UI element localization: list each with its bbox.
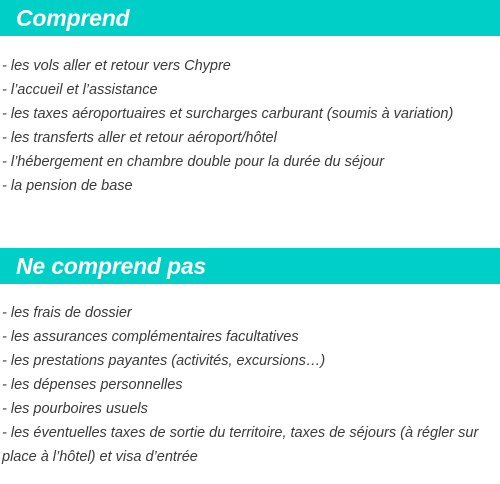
list-item: - les taxes aéroportuaires et surcharges carburant (soumis à variation) [2,106,454,122]
list-item: - les assurances complémentaires facultatives [2,329,299,345]
list-item: - les éventuelles taxes de sortie du territoire, taxes de séjours (à régler sur place à l’hôtel) et visa d’entrée [2,425,479,465]
excluded-section-title: Ne comprend pas [0,248,500,284]
list-item: - l’hébergement en chambre double pour la durée du séjour [2,154,385,170]
included-list [0,54,500,198]
list-item: - les dépenses personnelles [2,377,183,393]
list-item: - les transferts aller et retour aéroport/hôtel [2,130,277,146]
list-item: - les pourboires usuels [2,401,148,417]
list-item: - la pension de base [2,178,133,194]
list-item: - les prestations payantes (activités, excursions…) [2,353,326,369]
excluded-list [0,301,500,469]
list-item: - les frais de dossier [2,305,132,321]
included-section-title: Comprend [0,0,500,36]
list-item: - les vols aller et retour vers Chypre [2,58,231,74]
list-item: - l’accueil et l’assistance [2,82,158,98]
